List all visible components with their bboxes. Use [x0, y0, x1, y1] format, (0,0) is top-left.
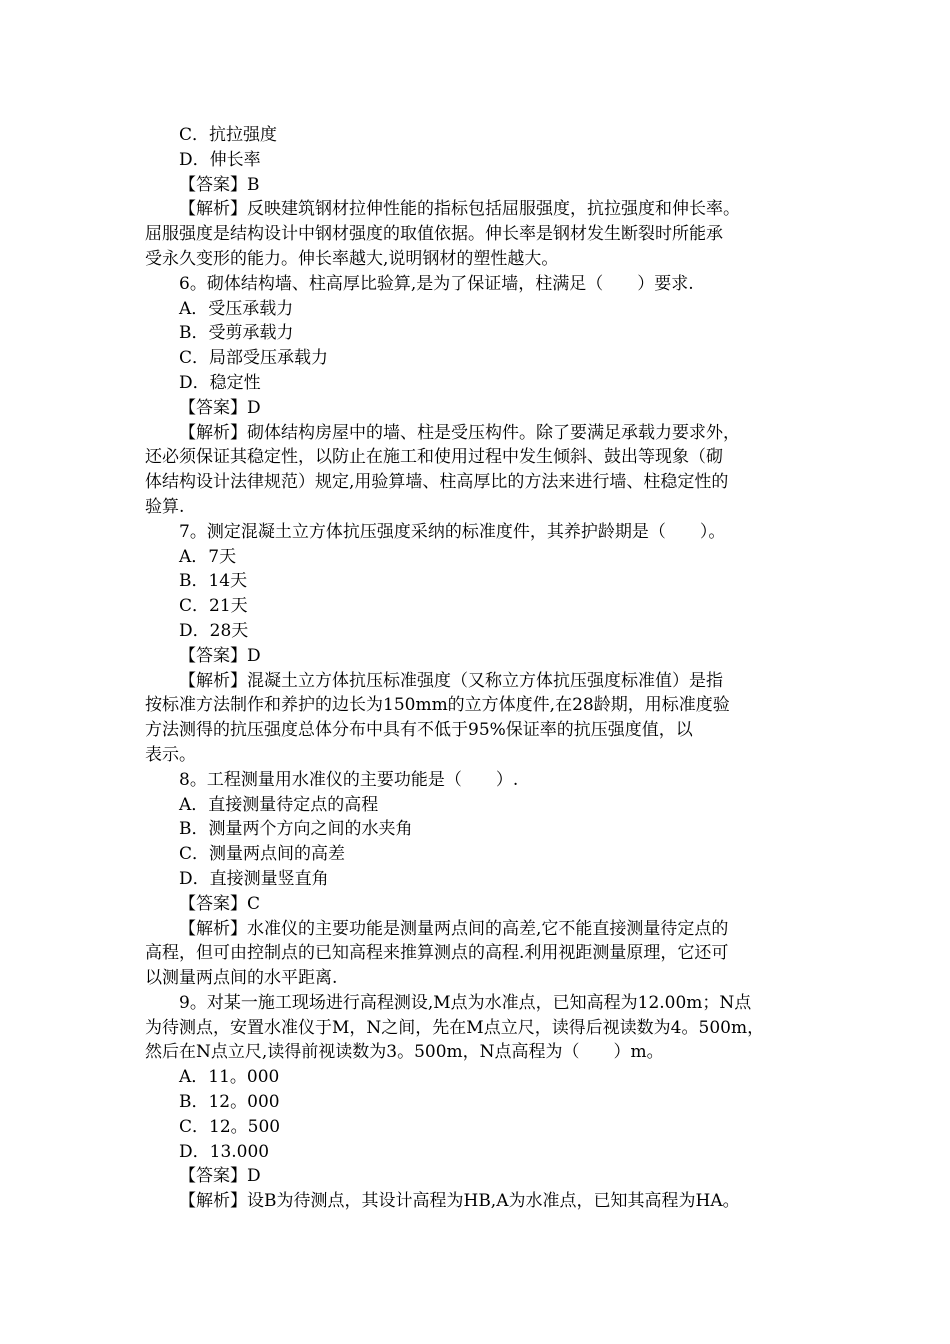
text-line: A．7天: [179, 546, 237, 567]
text-line: D．28天: [179, 620, 249, 641]
text-line: 然后在N点立尺,读得前视读数为3。500m，N点高程为（ ）m。: [145, 1042, 664, 1063]
text-line: 【解析】混凝土立方体抗压标准强度（又称立方体抗压强度标准值）是指: [179, 670, 723, 691]
text-line: C．12。500: [179, 1116, 281, 1137]
text-line: 【答案】B: [179, 174, 260, 195]
text-line: 屈服强度是结构设计中钢材强度的取值依据。伸长率是钢材发生断裂时所能承: [145, 224, 723, 245]
text-line: 8。工程测量用水准仪的主要功能是（ ）.: [179, 769, 519, 790]
text-line: B．14天: [179, 571, 248, 592]
text-line: A．直接测量待定点的高程: [179, 794, 379, 815]
document-page: [145, 123, 810, 1214]
text-line: 【解析】反映建筑钢材拉伸性能的指标包括屈服强度，抗拉强度和伸长率。: [179, 199, 740, 220]
text-line: C．抗拉强度: [179, 125, 278, 145]
text-line: 【解析】设B为待测点，其设计高程为HB,A为水准点，已知其高程为HA。: [179, 1191, 740, 1212]
text-line: 7。测定混凝土立方体抗压强度采纳的标准度件，其养护龄期是（ ）。: [179, 521, 726, 542]
text-line: A．受压承载力: [179, 298, 294, 319]
text-line: C．测量两点间的高差: [179, 844, 346, 865]
text-line: 【答案】C: [179, 893, 261, 914]
text-line: D．伸长率: [179, 149, 261, 170]
text-line: A．11。000: [179, 1067, 280, 1088]
text-line: 以测量两点间的水平距离.: [145, 968, 338, 989]
text-line: B．受剪承载力: [179, 323, 294, 344]
text-line: 【答案】D: [179, 397, 261, 418]
text-line: 验算.: [145, 496, 185, 517]
text-line: 【答案】D: [179, 1166, 261, 1187]
text-line: B．12。000: [179, 1092, 280, 1113]
text-line: B．测量两个方向之间的水夹角: [179, 819, 413, 840]
text-line: 受永久变形的能力。伸长率越大,说明钢材的塑性越大。: [145, 248, 559, 269]
text-line: 6。砌体结构墙、柱高厚比验算,是为了保证墙，柱满足（ ）要求.: [179, 273, 694, 294]
text-line: D．13.000: [179, 1141, 270, 1162]
text-line: 方法测得的抗压强度总体分布中具有不低于95%保证率的抗压强度值，以: [145, 720, 693, 741]
text-line: 按标准方法制作和养护的边长为150mm的立方体度件,在28龄期，用标准度验: [145, 695, 730, 716]
text-line: 高程，但可由控制点的已知高程来推算测点的高程.利用视距测量原理，它还可: [145, 943, 729, 964]
text-line: D．直接测量竖直角: [179, 868, 329, 889]
text-line: 【答案】D: [179, 645, 261, 666]
text-line: 9。对某一施工现场进行高程测设,M点为水准点，已知高程为12.00m；N点: [179, 992, 752, 1013]
text-line: 体结构设计法律规范）规定,用验算墙、柱高厚比的方法来进行墙、柱稳定性的: [145, 472, 729, 493]
text-line: 为待测点，安置水准仪于M，N之间，先在M点立尺，读得后视读数为4。500m，: [145, 1017, 765, 1038]
text-line: 【解析】砌体结构房屋中的墙、柱是受压构件。除了要满足承载力要求外，: [179, 422, 740, 443]
text-line: C．局部受压承载力: [179, 348, 329, 369]
text-line: 【解析】水准仪的主要功能是测量两点间的高差,它不能直接测量待定点的: [179, 918, 729, 939]
text-line: C．21天: [179, 596, 248, 617]
text-line: D．稳定性: [179, 372, 261, 393]
text-line: 表示。: [145, 744, 196, 765]
text-line: 还必须保证其稳定性，以防止在施工和使用过程中发生倾斜、鼓出等现象（砌: [145, 447, 723, 468]
